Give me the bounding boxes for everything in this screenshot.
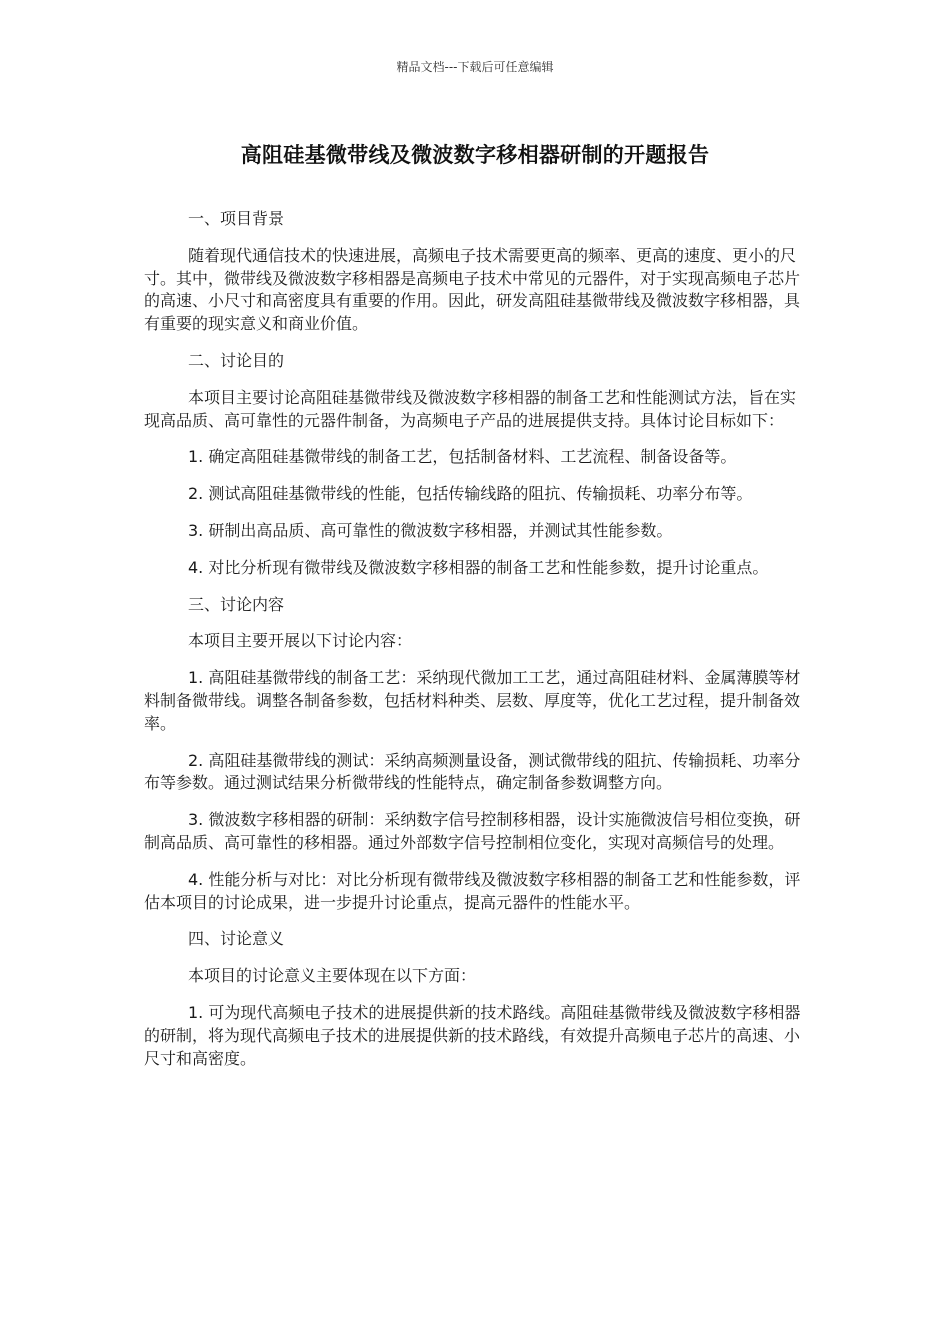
purpose-item-3: 3. 研制出高品质、高可靠性的微波数字移相器，并测试其性能参数。 bbox=[188, 520, 673, 540]
significance-item-1: 1. 可为现代高频电子技术的进展提供新的技术路线。高阻硅基微带线及微波数字移相器的研制，将为现代高频电子技术的进展提供新的技术路线，有效提升高频电子芯片的高速、小尺寸和高密度。 bbox=[144, 1002, 801, 1068]
section-heading-purpose: 二、讨论目的 bbox=[188, 350, 285, 370]
content-item-3: 3. 微波数字移相器的研制：采纳数字信号控制移相器，设计实施微波信号相位变换，研制高品质、高可靠性的移相器。通过外部数字信号控制相位变化，实现对高频信号的处理。 bbox=[144, 810, 801, 852]
paragraph-significance-intro: 本项目的讨论意义主要体现在以下方面： bbox=[188, 966, 477, 986]
purpose-item-1: 1. 确定高阻硅基微带线的制备工艺，包括制备材料、工艺流程、制备设备等。 bbox=[188, 447, 737, 467]
header-note: 精品文档---下载后可任意编辑 bbox=[396, 60, 554, 74]
content-item-1: 1. 高阻硅基微带线的制备工艺：采纳现代微加工工艺，通过高阻硅材料、金属薄膜等材料制备微带线。调整各制备参数，包括材料种类、层数、厚度等，优化工艺过程，提升制备效率。 bbox=[144, 668, 801, 733]
purpose-item-4: 4. 对比分析现有微带线及微波数字移相器的制备工艺和性能参数，提升讨论重点。 bbox=[188, 557, 769, 577]
content-item-4: 4. 性能分析与对比：对比分析现有微带线及微波数字移相器的制备工艺和性能参数，评估本项目的讨论成果，进一步提升讨论重点，提高元器件的性能水平。 bbox=[144, 869, 801, 912]
paragraph-background: 随着现代通信技术的快速进展，高频电子技术需要更高的频率、更高的速度、更小的尺寸。其中，微带线及微波数字移相器是高频电子技术中常见的元器件，对于实现高频电子芯片的高速、小尺寸和高密度具有重要的作用。因此，研发高阻硅基微带线及微波数字移相器，具有重要的现实意义和商业价值。 bbox=[144, 245, 801, 334]
document-body bbox=[144, 208, 806, 1084]
paragraph-content-intro: 本项目主要开展以下讨论内容： bbox=[188, 631, 413, 651]
purpose-item-2: 2. 测试高阻硅基微带线的性能，包括传输线路的阻抗、传输损耗、功率分布等。 bbox=[188, 484, 753, 504]
section-heading-significance: 四、讨论意义 bbox=[188, 929, 285, 949]
section-heading-content: 三、讨论内容 bbox=[188, 594, 285, 614]
content-item-2: 2. 高阻硅基微带线的测试：采纳高频测量设备，测试微带线的阻抗、传输损耗、功率分布等参数。通过测试结果分析微带线的性能特点，确定制备参数调整方向。 bbox=[144, 750, 801, 793]
section-heading-background: 一、项目背景 bbox=[188, 209, 285, 228]
paragraph-purpose-intro: 本项目主要讨论高阻硅基微带线及微波数字移相器的制备工艺和性能测试方法，旨在实现高品质、高可靠性的元器件制备，为高频电子产品的进展提供支持。具体讨论目标如下： bbox=[144, 387, 797, 430]
document-title: 高阻硅基微带线及微波数字移相器研制的开题报告 bbox=[240, 143, 710, 167]
